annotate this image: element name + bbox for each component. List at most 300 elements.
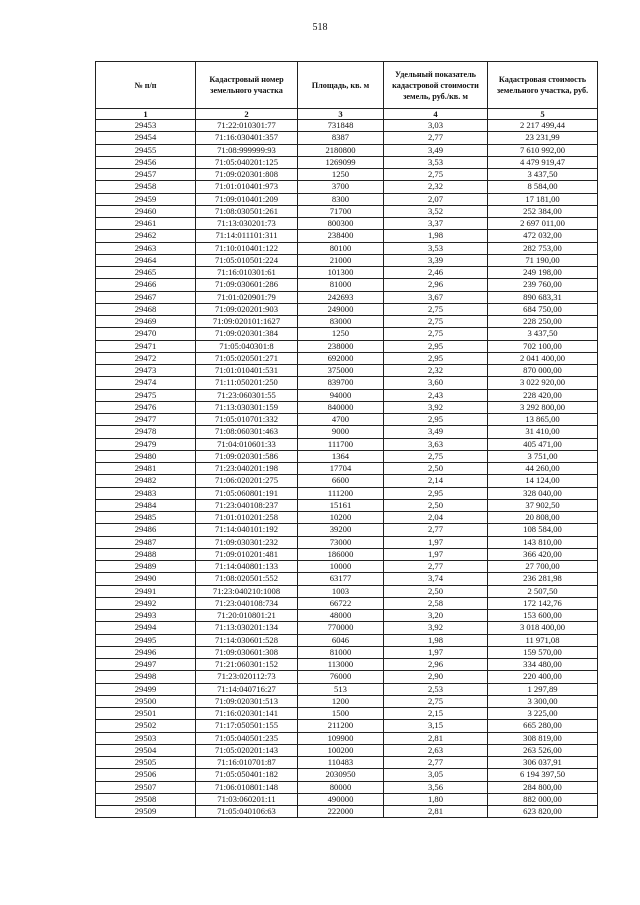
cell-cadastral-value: 236 281,98 <box>488 573 598 585</box>
cell-specific-value: 2,77 <box>384 561 488 573</box>
cell-area: 8387 <box>298 132 384 144</box>
cell-row-number: 29493 <box>96 610 196 622</box>
cell-cadastral-value: 308 819,00 <box>488 732 598 744</box>
cell-cadastral-number: 71:11:050201:250 <box>196 377 298 389</box>
cell-specific-value: 2,95 <box>384 414 488 426</box>
cell-area: 1269099 <box>298 156 384 168</box>
cell-row-number: 29454 <box>96 132 196 144</box>
header-row-number: № п/п <box>96 62 196 109</box>
cell-row-number: 29487 <box>96 536 196 548</box>
cell-cadastral-value: 3 022 920,00 <box>488 377 598 389</box>
cell-specific-value: 3,39 <box>384 254 488 266</box>
cell-specific-value: 2,75 <box>384 316 488 328</box>
table-row <box>96 475 598 487</box>
table-row <box>96 646 598 658</box>
cell-specific-value: 2,95 <box>384 487 488 499</box>
cell-cadastral-number: 71:16:010701:87 <box>196 757 298 769</box>
cell-row-number: 29500 <box>96 695 196 707</box>
cell-row-number: 29495 <box>96 634 196 646</box>
table-row <box>96 793 598 805</box>
table-row <box>96 316 598 328</box>
cell-cadastral-value: 2 507,50 <box>488 585 598 597</box>
cell-area: 83000 <box>298 316 384 328</box>
cell-area: 111700 <box>298 438 384 450</box>
cell-cadastral-number: 71:09:020301:808 <box>196 169 298 181</box>
cell-cadastral-number: 71:05:040201:125 <box>196 156 298 168</box>
cell-row-number: 29462 <box>96 230 196 242</box>
cell-cadastral-number: 71:20:010801:21 <box>196 610 298 622</box>
cell-row-number: 29470 <box>96 328 196 340</box>
cell-row-number: 29479 <box>96 438 196 450</box>
cell-specific-value: 3,05 <box>384 769 488 781</box>
cell-area: 100200 <box>298 744 384 756</box>
cell-cadastral-value: 3 437,50 <box>488 169 598 181</box>
cell-cadastral-number: 71:23:040108:734 <box>196 597 298 609</box>
cell-row-number: 29505 <box>96 757 196 769</box>
cell-cadastral-number: 71:01:010401:531 <box>196 365 298 377</box>
cell-cadastral-value: 472 032,00 <box>488 230 598 242</box>
cell-row-number: 29464 <box>96 254 196 266</box>
cell-cadastral-number: 71:01:010201:258 <box>196 512 298 524</box>
table-row <box>96 463 598 475</box>
table-row <box>96 377 598 389</box>
cell-area: 840000 <box>298 401 384 413</box>
table-row <box>96 254 598 266</box>
cell-cadastral-value: 108 584,00 <box>488 524 598 536</box>
cell-area: 770000 <box>298 622 384 634</box>
cell-area: 81000 <box>298 279 384 291</box>
cell-row-number: 29489 <box>96 561 196 573</box>
cell-area: 21000 <box>298 254 384 266</box>
cell-area: 80000 <box>298 781 384 793</box>
cell-cadastral-number: 71:13:030301:159 <box>196 401 298 413</box>
cell-specific-value: 2,96 <box>384 279 488 291</box>
cell-cadastral-number: 71:08:030501:261 <box>196 205 298 217</box>
cadastral-value-table <box>95 61 598 818</box>
cell-cadastral-number: 71:14:040801:133 <box>196 561 298 573</box>
cell-cadastral-value: 11 971,08 <box>488 634 598 646</box>
cell-specific-value: 2,32 <box>384 365 488 377</box>
cell-row-number: 29466 <box>96 279 196 291</box>
header-specific-value: Удельный показатель кадастровой стоимости земель, руб./кв. м <box>384 62 488 109</box>
cell-cadastral-value: 684 750,00 <box>488 303 598 315</box>
cell-cadastral-number: 71:08:020501:552 <box>196 573 298 585</box>
cell-cadastral-number: 71:09:010201:481 <box>196 548 298 560</box>
cell-cadastral-value: 334 480,00 <box>488 659 598 671</box>
cell-cadastral-value: 623 820,00 <box>488 806 598 818</box>
cell-cadastral-value: 23 231,99 <box>488 132 598 144</box>
cell-cadastral-number: 71:01:020901:79 <box>196 291 298 303</box>
cell-area: 101300 <box>298 267 384 279</box>
cell-row-number: 29480 <box>96 450 196 462</box>
cell-area: 15161 <box>298 499 384 511</box>
cell-cadastral-number: 71:23:040201:198 <box>196 463 298 475</box>
cell-cadastral-value: 17 181,00 <box>488 193 598 205</box>
cell-row-number: 29471 <box>96 340 196 352</box>
cell-cadastral-number: 71:05:060801:191 <box>196 487 298 499</box>
cell-area: 80100 <box>298 242 384 254</box>
cell-cadastral-value: 3 292 800,00 <box>488 401 598 413</box>
cell-cadastral-number: 71:04:010601:33 <box>196 438 298 450</box>
cell-cadastral-number: 71:21:060301:152 <box>196 659 298 671</box>
cell-specific-value: 2,75 <box>384 450 488 462</box>
cell-area: 375000 <box>298 365 384 377</box>
table-row <box>96 659 598 671</box>
cell-cadastral-number: 71:22:010301:77 <box>196 120 298 132</box>
cell-specific-value: 3,49 <box>384 144 488 156</box>
cell-cadastral-value: 4 479 919,47 <box>488 156 598 168</box>
cell-area: 222000 <box>298 806 384 818</box>
table-row <box>96 181 598 193</box>
table-row <box>96 744 598 756</box>
cell-specific-value: 3,56 <box>384 781 488 793</box>
cell-specific-value: 2,50 <box>384 585 488 597</box>
cell-cadastral-number: 71:09:020201:903 <box>196 303 298 315</box>
cell-row-number: 29506 <box>96 769 196 781</box>
cell-row-number: 29457 <box>96 169 196 181</box>
cell-cadastral-number: 71:09:020301:586 <box>196 450 298 462</box>
cell-area: 4700 <box>298 414 384 426</box>
cell-row-number: 29501 <box>96 708 196 720</box>
cell-row-number: 29486 <box>96 524 196 536</box>
table-row <box>96 622 598 634</box>
table-row <box>96 328 598 340</box>
cell-area: 113000 <box>298 659 384 671</box>
cell-specific-value: 2,63 <box>384 744 488 756</box>
cell-row-number: 29494 <box>96 622 196 634</box>
cell-specific-value: 1,80 <box>384 793 488 805</box>
cell-row-number: 29472 <box>96 352 196 364</box>
header-cadastral-value: Кадастровая стоимость земельного участка, руб. <box>488 62 598 109</box>
cell-area: 6046 <box>298 634 384 646</box>
table-row <box>96 193 598 205</box>
table-row <box>96 426 598 438</box>
cell-area: 3700 <box>298 181 384 193</box>
cell-cadastral-value: 27 700,00 <box>488 561 598 573</box>
cell-cadastral-value: 3 751,00 <box>488 450 598 462</box>
cell-row-number: 29498 <box>96 671 196 683</box>
cell-area: 692000 <box>298 352 384 364</box>
cell-cadastral-value: 7 610 992,00 <box>488 144 598 156</box>
table-row <box>96 352 598 364</box>
cell-cadastral-value: 890 683,31 <box>488 291 598 303</box>
cell-area: 1200 <box>298 695 384 707</box>
cell-cadastral-value: 153 600,00 <box>488 610 598 622</box>
cell-cadastral-value: 228 420,00 <box>488 389 598 401</box>
cell-cadastral-value: 228 250,00 <box>488 316 598 328</box>
table-row <box>96 769 598 781</box>
cell-specific-value: 2,53 <box>384 683 488 695</box>
cell-area: 211200 <box>298 720 384 732</box>
cell-row-number: 29469 <box>96 316 196 328</box>
cell-cadastral-number: 71:17:050501:155 <box>196 720 298 732</box>
cell-area: 111200 <box>298 487 384 499</box>
table-row <box>96 487 598 499</box>
cell-cadastral-number: 71:13:030201:73 <box>196 218 298 230</box>
table-row <box>96 806 598 818</box>
table-row <box>96 634 598 646</box>
cell-cadastral-value: 328 040,00 <box>488 487 598 499</box>
cell-cadastral-number: 71:09:020301:513 <box>196 695 298 707</box>
cell-cadastral-value: 252 384,00 <box>488 205 598 217</box>
cell-cadastral-number: 71:06:020201:275 <box>196 475 298 487</box>
column-number: 2 <box>196 109 298 120</box>
cell-specific-value: 2,04 <box>384 512 488 524</box>
cell-cadastral-value: 665 280,00 <box>488 720 598 732</box>
cell-specific-value: 2,75 <box>384 303 488 315</box>
cell-cadastral-value: 3 300,00 <box>488 695 598 707</box>
cell-cadastral-number: 71:05:020201:143 <box>196 744 298 756</box>
cell-row-number: 29488 <box>96 548 196 560</box>
table-row <box>96 708 598 720</box>
table-row <box>96 695 598 707</box>
cell-cadastral-number: 71:09:010401:209 <box>196 193 298 205</box>
cell-cadastral-value: 13 865,00 <box>488 414 598 426</box>
table-row <box>96 218 598 230</box>
cell-specific-value: 2,75 <box>384 328 488 340</box>
table-row <box>96 732 598 744</box>
table-row <box>96 242 598 254</box>
cell-cadastral-value: 143 810,00 <box>488 536 598 548</box>
cell-area: 63177 <box>298 573 384 585</box>
cell-specific-value: 3,20 <box>384 610 488 622</box>
cell-area: 242693 <box>298 291 384 303</box>
cell-cadastral-number: 71:08:999999:93 <box>196 144 298 156</box>
table-row <box>96 267 598 279</box>
table-row <box>96 597 598 609</box>
cell-cadastral-number: 71:16:010301:61 <box>196 267 298 279</box>
cell-specific-value: 3,37 <box>384 218 488 230</box>
cell-area: 94000 <box>298 389 384 401</box>
cell-cadastral-number: 71:05:010501:224 <box>196 254 298 266</box>
cell-specific-value: 2,46 <box>384 267 488 279</box>
cell-cadastral-number: 71:08:060301:463 <box>196 426 298 438</box>
cell-specific-value: 2,77 <box>384 757 488 769</box>
cell-area: 1250 <box>298 328 384 340</box>
cell-area: 2180800 <box>298 144 384 156</box>
cell-cadastral-number: 71:05:020501:271 <box>196 352 298 364</box>
cell-row-number: 29492 <box>96 597 196 609</box>
cell-specific-value: 3,15 <box>384 720 488 732</box>
cell-cadastral-value: 14 124,00 <box>488 475 598 487</box>
table-header-row <box>96 62 598 109</box>
cell-area: 81000 <box>298 646 384 658</box>
cell-area: 490000 <box>298 793 384 805</box>
cell-row-number: 29477 <box>96 414 196 426</box>
cell-cadastral-value: 284 800,00 <box>488 781 598 793</box>
cell-specific-value: 2,95 <box>384 340 488 352</box>
cell-cadastral-number: 71:01:010401:973 <box>196 181 298 193</box>
cell-cadastral-value: 172 142,76 <box>488 597 598 609</box>
cell-row-number: 29485 <box>96 512 196 524</box>
cell-row-number: 29473 <box>96 365 196 377</box>
cell-cadastral-number: 71:16:020301:141 <box>196 708 298 720</box>
table-row <box>96 512 598 524</box>
cell-specific-value: 3,53 <box>384 156 488 168</box>
cell-cadastral-number: 71:05:050401:182 <box>196 769 298 781</box>
cell-cadastral-number: 71:14:011101:311 <box>196 230 298 242</box>
cell-row-number: 29458 <box>96 181 196 193</box>
cell-row-number: 29499 <box>96 683 196 695</box>
table-row <box>96 303 598 315</box>
table-row <box>96 438 598 450</box>
cell-cadastral-number: 71:05:040501:235 <box>196 732 298 744</box>
table-row <box>96 548 598 560</box>
cell-specific-value: 2,15 <box>384 708 488 720</box>
cell-area: 731848 <box>298 120 384 132</box>
table-row <box>96 573 598 585</box>
cell-cadastral-value: 263 526,00 <box>488 744 598 756</box>
cell-row-number: 29496 <box>96 646 196 658</box>
cell-area: 1003 <box>298 585 384 597</box>
cell-area: 71700 <box>298 205 384 217</box>
cell-cadastral-number: 71:23:020112:73 <box>196 671 298 683</box>
cell-specific-value: 3,52 <box>384 205 488 217</box>
cell-row-number: 29478 <box>96 426 196 438</box>
cell-specific-value: 2,43 <box>384 389 488 401</box>
cell-area: 9000 <box>298 426 384 438</box>
cell-cadastral-value: 2 217 499,44 <box>488 120 598 132</box>
table-row <box>96 610 598 622</box>
table-row <box>96 291 598 303</box>
page-number: 518 <box>312 22 328 33</box>
cell-cadastral-value: 306 037,91 <box>488 757 598 769</box>
cell-area: 6600 <box>298 475 384 487</box>
table-row <box>96 414 598 426</box>
table-row <box>96 585 598 597</box>
cell-area: 10200 <box>298 512 384 524</box>
cell-row-number: 29475 <box>96 389 196 401</box>
cell-row-number: 29497 <box>96 659 196 671</box>
cell-specific-value: 1,98 <box>384 230 488 242</box>
cell-cadastral-value: 2 697 011,00 <box>488 218 598 230</box>
cell-area: 110483 <box>298 757 384 769</box>
table-row <box>96 230 598 242</box>
table-row <box>96 279 598 291</box>
cell-row-number: 29463 <box>96 242 196 254</box>
cell-row-number: 29509 <box>96 806 196 818</box>
cell-row-number: 29476 <box>96 401 196 413</box>
cell-specific-value: 1,97 <box>384 548 488 560</box>
cell-cadastral-number: 71:13:030201:134 <box>196 622 298 634</box>
table-row <box>96 561 598 573</box>
table-row <box>96 120 598 132</box>
cell-area: 10000 <box>298 561 384 573</box>
cell-area: 17704 <box>298 463 384 475</box>
cell-cadastral-value: 220 400,00 <box>488 671 598 683</box>
table-row <box>96 499 598 511</box>
cell-cadastral-number: 71:16:030401:357 <box>196 132 298 144</box>
cell-area: 76000 <box>298 671 384 683</box>
cell-cadastral-number: 71:05:040106:63 <box>196 806 298 818</box>
cell-row-number: 29504 <box>96 744 196 756</box>
cell-specific-value: 3,03 <box>384 120 488 132</box>
header-area: Площадь, кв. м <box>298 62 384 109</box>
cell-cadastral-value: 870 000,00 <box>488 365 598 377</box>
table-row <box>96 169 598 181</box>
cell-area: 8300 <box>298 193 384 205</box>
cell-cadastral-value: 405 471,00 <box>488 438 598 450</box>
cell-area: 839700 <box>298 377 384 389</box>
cell-specific-value: 3,92 <box>384 622 488 634</box>
cell-cadastral-number: 71:05:040301:8 <box>196 340 298 352</box>
cell-row-number: 29490 <box>96 573 196 585</box>
cell-row-number: 29467 <box>96 291 196 303</box>
table-row <box>96 683 598 695</box>
cell-area: 2030950 <box>298 769 384 781</box>
cell-cadastral-value: 3 225,00 <box>488 708 598 720</box>
cell-row-number: 29460 <box>96 205 196 217</box>
table-row <box>96 757 598 769</box>
cell-area: 800300 <box>298 218 384 230</box>
cell-row-number: 29491 <box>96 585 196 597</box>
cell-specific-value: 2,14 <box>384 475 488 487</box>
cell-cadastral-value: 702 100,00 <box>488 340 598 352</box>
cell-area: 73000 <box>298 536 384 548</box>
cell-row-number: 29468 <box>96 303 196 315</box>
cell-specific-value: 2,58 <box>384 597 488 609</box>
cell-specific-value: 3,49 <box>384 426 488 438</box>
cell-row-number: 29461 <box>96 218 196 230</box>
cell-cadastral-value: 37 902,50 <box>488 499 598 511</box>
cell-specific-value: 1,98 <box>384 634 488 646</box>
cell-cadastral-value: 159 570,00 <box>488 646 598 658</box>
column-number: 1 <box>96 109 196 120</box>
cell-cadastral-value: 6 194 397,50 <box>488 769 598 781</box>
table-row <box>96 524 598 536</box>
cell-specific-value: 2,32 <box>384 181 488 193</box>
cell-specific-value: 3,60 <box>384 377 488 389</box>
cell-cadastral-number: 71:23:060301:55 <box>196 389 298 401</box>
cell-specific-value: 2,75 <box>384 169 488 181</box>
table-row <box>96 671 598 683</box>
table-row <box>96 205 598 217</box>
cell-specific-value: 2,50 <box>384 499 488 511</box>
table-row <box>96 365 598 377</box>
cell-cadastral-number: 71:23:040210:1008 <box>196 585 298 597</box>
cell-area: 1364 <box>298 450 384 462</box>
cell-cadastral-value: 2 041 400,00 <box>488 352 598 364</box>
cell-row-number: 29465 <box>96 267 196 279</box>
cell-specific-value: 3,92 <box>384 401 488 413</box>
cell-cadastral-value: 3 437,50 <box>488 328 598 340</box>
cell-cadastral-value: 20 808,00 <box>488 512 598 524</box>
table-row <box>96 156 598 168</box>
table-row <box>96 389 598 401</box>
cell-cadastral-value: 249 198,00 <box>488 267 598 279</box>
cell-cadastral-value: 1 297,89 <box>488 683 598 695</box>
cell-cadastral-value: 3 018 400,00 <box>488 622 598 634</box>
cell-cadastral-number: 71:09:030301:232 <box>196 536 298 548</box>
cell-cadastral-value: 44 260,00 <box>488 463 598 475</box>
cell-area: 1500 <box>298 708 384 720</box>
table-row <box>96 536 598 548</box>
cell-area: 238400 <box>298 230 384 242</box>
cell-row-number: 29503 <box>96 732 196 744</box>
cell-row-number: 29502 <box>96 720 196 732</box>
table-row <box>96 401 598 413</box>
cell-cadastral-number: 71:03:060201:11 <box>196 793 298 805</box>
cell-specific-value: 2,07 <box>384 193 488 205</box>
table-row <box>96 144 598 156</box>
cell-cadastral-number: 71:09:020301:384 <box>196 328 298 340</box>
cell-cadastral-value: 366 420,00 <box>488 548 598 560</box>
column-number-row <box>96 109 598 120</box>
cell-row-number: 29474 <box>96 377 196 389</box>
cell-cadastral-number: 71:09:020101:1627 <box>196 316 298 328</box>
cell-specific-value: 3,74 <box>384 573 488 585</box>
table-row <box>96 340 598 352</box>
